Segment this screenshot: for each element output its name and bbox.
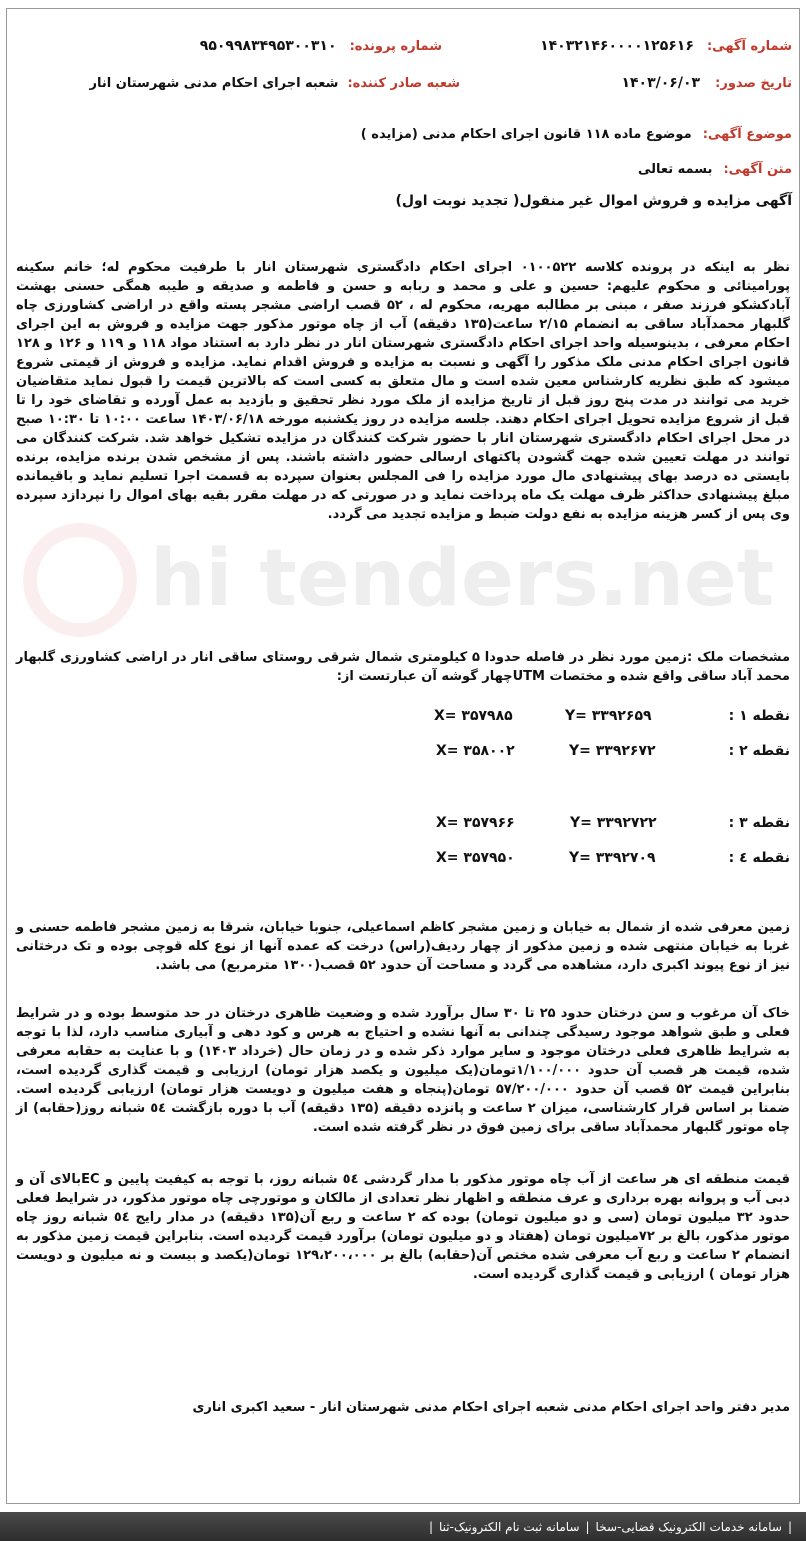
point-3-y: Y= ۳۳۹۲۷۲۲ (570, 815, 657, 831)
signature: مدیر دفتر واحد اجرای احکام مدنی شعبه اجرای احکام مدنی شهرستان انار - سعید اکبری اناری (192, 1400, 790, 1415)
case-number-label: شماره پرونده: (349, 39, 442, 54)
footer-link-sakha[interactable]: سامانه خدمات الکترونیک قضایی-سخا (595, 1519, 782, 1534)
valuation-paragraph: خاک آن مرغوب و سن درختان حدود ۲۵ تا ۳۰ سال برآورد شده و وضعیت ظاهری درختان در حد متوسط بوده و در شرایط فعلی و طبق شواهد موجود رسیدگی چندانی به آنها نشده و احتیاج به هرس و کود دهی و آبیاری مناسب دارد، لذا با توجه به شرایط ظاهری فعلی درختان موجود و سایر موارد ذکر شده و در زمان حال (خرداد ۱۴۰۳) و با عنایت به حقابه معرفی شده، قیمت هر قصب آن حدود ۱/۱۰۰/۰۰۰تومان(یک میلیون و یکصد هزار تومان) ارزیابی و قیمت گذاری گردیده است، بنابراین قیمت ۵۲ قصب آن حدود ۵۷/۲۰۰/۰۰۰ تومان(پنجاه و هفت میلیون و دویست هزار تومان) ارزیابی گردیده است. ضمنا بر اساس قرار کارشناسی، میزان ۲ ساعت و پانزده دقیقه (۱۳۵ دقیقه) آب با دوره بازگشت ٥٤ شبانه روز(حقابه) از چاه موتور گلبهار محمدآباد ساقی برای زمین فوق در نظر گرفته شده است. (16, 1006, 790, 1135)
point-2-y: Y= ۳۳۹۲۶۷۲ (569, 743, 656, 759)
footer-separator: | (787, 1519, 792, 1534)
text-intro: بسمه تعالی (638, 162, 713, 177)
case-number: ۹۵۰۹۹۸۳۴۹۵۳۰۰۳۱۰ (199, 38, 337, 54)
document-title: آگهی مزایده و فروش اموال غیر منقول( تجدید نوبت اول) (395, 193, 792, 209)
boundaries-paragraph: زمین معرفی شده از شمال به خیابان و زمین مشجر کاظم اسماعیلی، جنوبا خیابان، شرقا به زمین مشجر فاطمه حسنی و غربا به خیابان منتهی شده و زمین مذکور از چهار ردیف(راس) درخت که عمده آنها از نوع کله قوچی بوده و تک درختانی نیز از نوع پیوند اکبری دارد، مشاهده می گردد و مساحت آن حدود ۵۲ قصب(۱۳۰۰ مترمربع) می باشد. (16, 920, 790, 973)
ad-number: ۱۴۰۳۲۱۴۶۰۰۰۰۱۲۵۶۱۶ (540, 38, 694, 54)
subject-row (361, 123, 792, 142)
issue-date-row (621, 72, 792, 91)
point-2-label: نقطه ۲ : (728, 743, 790, 759)
footer-separator: | (585, 1519, 590, 1534)
issuer-label: شعبه صادر کننده: (347, 76, 460, 91)
footer-separator: | (428, 1519, 434, 1534)
footer-link-sana[interactable]: سامانه ثبت نام الکترونیک-ثنا (439, 1519, 580, 1534)
water-price-paragraph: قیمت منطقه ای هر ساعت از آب چاه موتور مذکور با مدار گردشی ٥٤ شبانه روز، با توجه به کیفیت پایین و ECبالای آن و دبی آب و پروانه بهره برداری و عرف منطقه و اظهار نظر تعدادی از مالکان و موتورچی چاه موتور مذکور، در شرایط فعلی حدود ۳۲ میلیون تومان (سی و دو میلیون تومان) بوده که ۲ ساعت و ربع آن(۱۳۵ دقیقه) در مدار رایج ٥٤ شبانه روز چاه موتور مذکور، بالغ بر ۷۲میلیون تومان (هفتاد و دو میلیون تومان) برآورد قیمت گردیده است. بنابراین قیمت زمین مذکور به انضمام ۲ ساعت و ربع آب معرفی شده مختص آن(حقابه) بالغ بر ۱۲۹،۲۰۰،۰۰۰ تومان(یکصد و بیست و نه میلیون و دویست هزار تومان ) ارزیابی و قیمت گذاری گردیده است. (16, 1172, 791, 1282)
text-label: متن آگهی: (723, 162, 792, 177)
point-3-label: نقطه ۳ : (728, 815, 790, 831)
ad-number-row (540, 35, 792, 54)
ad-number-label: شماره آگهی: (706, 39, 792, 54)
point-4-y: Y= ۳۳۹۲۷۰۹ (569, 850, 656, 866)
text-row (638, 158, 792, 177)
issue-date-label: تاریخ صدور: (715, 76, 792, 91)
footer-bar (0, 1512, 806, 1541)
point-3-x: X= ۳۵۷۹۶۶ (436, 815, 515, 831)
point-2-x: X= ۳۵۸۰۰۲ (436, 743, 515, 759)
point-1-x: X= ۳۵۷۹۸۵ (434, 708, 513, 724)
property-specs: مشخصات ملک :زمین مورد نظر در فاصله حدودا ۵ کیلومتری شمال شرقی روستای ساقی انار در اراضی کشاورزی گلبهار محمد آباد ساقی واقع شده و مختصات UTMچهار گوشه آن عبارتست از: (16, 650, 791, 684)
subject-label: موضوع آگهی: (702, 127, 792, 142)
issuer: شعبه اجرای احکام مدنی شهرستان انار (89, 76, 339, 91)
auction-paragraph: نظر به اینکه در پرونده کلاسه ۰۱۰۰۵۲۲ اجرای احکام دادگستری شهرستان انار با طرفیت محکوم له؛ خانم سکینه پورامینائی و محکوم علیهم: حسین و علی و محمد و ربابه و حسن و فاطمه و صدیقه و طیبه همگی حسنی بهشت آبادکشکو فرزند صفر ، مبنی بر مطالبه مهریه، محکوم له ، ۵۲ قصب اراضی مشجر پسته واقع در اراضی کشاورزی چاه گلبهار محمدآباد ساقی به انضمام ۲/۱۵ ساعت(۱۳۵ دقیقه) آب از چاه موتور مذکور جهت مزایده و فروش به این اجرای احکام معرفی ، بدینوسیله واحد اجرای احکام دادگستری شهرستان انار در نظر دارد به استناد مواد ۱۱۸ و ۱۱۹ و ۱۲۶ و ۱۲۸ قانون اجرای احکام مدنی ملک مذکور را آگهی و نسبت به مزایده و فروش اقدام نماید. مزایده و فروش از قیمتی شروع میشود که طبق نظریه کارشناس معین شده است و مال متعلق به کسی است که بالاترین قیمت را قبول نماید متقاضیان خرید می توانند در مدت پنج روز قبل از تاریخ مزایده از ملک مورد نظر تحقیق و بازدید به عمل آورده و تقاضای خود را تا قبل از شروع مزایده تحویل اجرای احکام دهند. جلسه مزایده در روز یکشنبه مورخه ۱۴۰۳/۰۶/۱۸ ساعت ۱۰:۰۰ تا ۱۰:۳۰ صبح در محل اجرای احکام دادگستری شهرستان انار با حضور شرکت کنندگان در مزایده تشکیل خواهد شد. شرکت کنندگان می توانند در مهلت تعیین شده جهت گشودن پاکتهای ارسالی حضور داشته باشند. پس از مشخص شدن برنده مزایده، برنده بایستی ده درصد بهای پیشنهادی مال مورد مزایده را فی المجلس بعنوان سپرده به قسمت اجرا تسلیم نماید و باقیمانده مبلغ پیشنهادی حداکثر ظرف مهلت یک ماه پرداخت نماید و در صورتی که در مهلت مقرر بقیه بهای اموال را نپردازد سپرده وی پس از کسر هزینه مزایده به نفع دولت ضبط و مزایده تجدید می گردد. (16, 260, 791, 522)
subject: موضوع ماده ۱۱۸ قانون اجرای احکام مدنی (مزایده ) (360, 127, 692, 142)
watermark-text: hi tenders.net (150, 534, 775, 624)
point-1-y: Y= ۳۳۹۲۶۵۹ (565, 708, 652, 724)
case-number-row (200, 35, 442, 54)
point-4-label: نقطه ٤ : (728, 850, 790, 866)
issue-date: ۱۴۰۳/۰۶/۰۳ (621, 75, 701, 91)
point-4-x: X= ۳۵۷۹۵۰ (436, 850, 515, 866)
issuer-row (90, 72, 460, 91)
point-1-label: نقطه ۱ : (728, 708, 790, 724)
